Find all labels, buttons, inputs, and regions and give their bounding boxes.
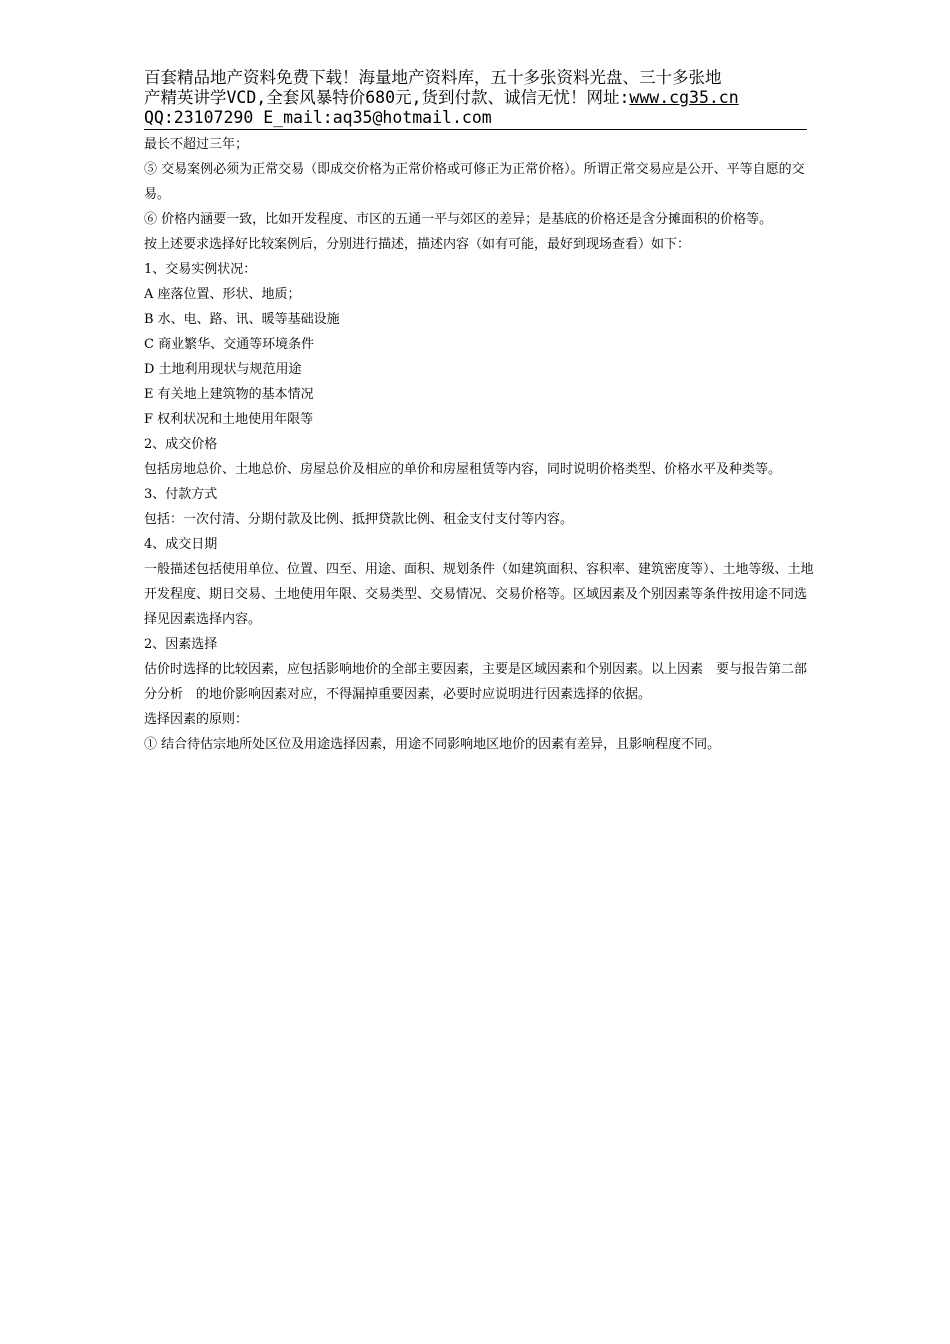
paragraph: C 商业繁华、交通等环境条件 [144,337,315,352]
paragraph: 3、付款方式 [144,487,218,502]
paragraph: 最长不超过三年； [144,137,249,152]
paragraph: 一般描述包括使用单位、位置、四至、用途、面积、规划条件（如建筑面积、容积率、建筑密度等）、土地等级、土地开发程度、期日交易、土地使用年限、交易类型、交易情况、交易价格等。区域因素及个别因素等条件按用途不同选择见因素选择内容。 [144,562,814,627]
page-header [144,68,807,130]
website-link[interactable]: www.cg35.cn [629,88,739,107]
paragraph: 包括房地总价、土地总价、房屋总价及相应的单价和房屋租赁等内容，同时说明价格类型、价格水平及种类等。 [144,462,782,477]
paragraph: 包括：一次付清、分期付款及比例、抵押贷款比例、租金支付支付等内容。 [144,512,574,527]
paragraph: 1、交易实例状况： [144,262,257,277]
paragraph: A 座落位置、形状、地质； [144,287,301,302]
paragraph: F 权利状况和土地使用年限等 [144,412,314,427]
paragraph: 按上述要求选择好比较案例后，分别进行描述，描述内容（如有可能，最好到现场查看）如下： [144,237,691,252]
paragraph: 估价时选择的比较因素，应包括影响地价的全部主要因素，主要是区域因素和个别因素。以上因素 要与报告第二部分分析 的地价影响因素对应，不得漏掉重要因素，必要时应说明进行因素选择的依据。 [144,662,808,702]
paragraph: ⑥ 价格内涵要一致，比如开发程度、市区的五通一平与郊区的差异；是基底的价格还是含分摊面积的价格等。 [144,212,773,227]
paragraph: 2、因素选择 [144,637,218,652]
header-line-2-text: 产精英讲学VCD,全套风暴特价680元,货到付款、诚信无忧！网址: [144,88,630,107]
paragraph: 4、成交日期 [144,537,218,552]
header-line-2 [144,88,807,108]
paragraph: 选择因素的原则： [144,712,249,727]
paragraph: ① 结合待估宗地所处区位及用途选择因素，用途不同影响地区地价的因素有差异，且影响程度不同。 [144,737,721,752]
paragraph: E 有关地上建筑物的基本情况 [144,387,314,402]
paragraph: ⑤ 交易案例必须为正常交易（即成交价格为正常价格或可修正为正常价格）。所谓正常交易应是公开、平等自愿的交易。 [144,162,805,202]
header-line-1: 百套精品地产资料免费下载！海量地产资料库，五十多张资料光盘、三十多张地 [144,68,722,87]
document-body [144,132,816,757]
paragraph: 2、成交价格 [144,437,218,452]
header-line-3: QQ:23107290 E_mail:aq35@hotmail.com [144,108,492,127]
paragraph: D 土地利用现状与规范用途 [144,362,302,377]
paragraph: B 水、电、路、讯、暖等基础设施 [144,312,340,327]
